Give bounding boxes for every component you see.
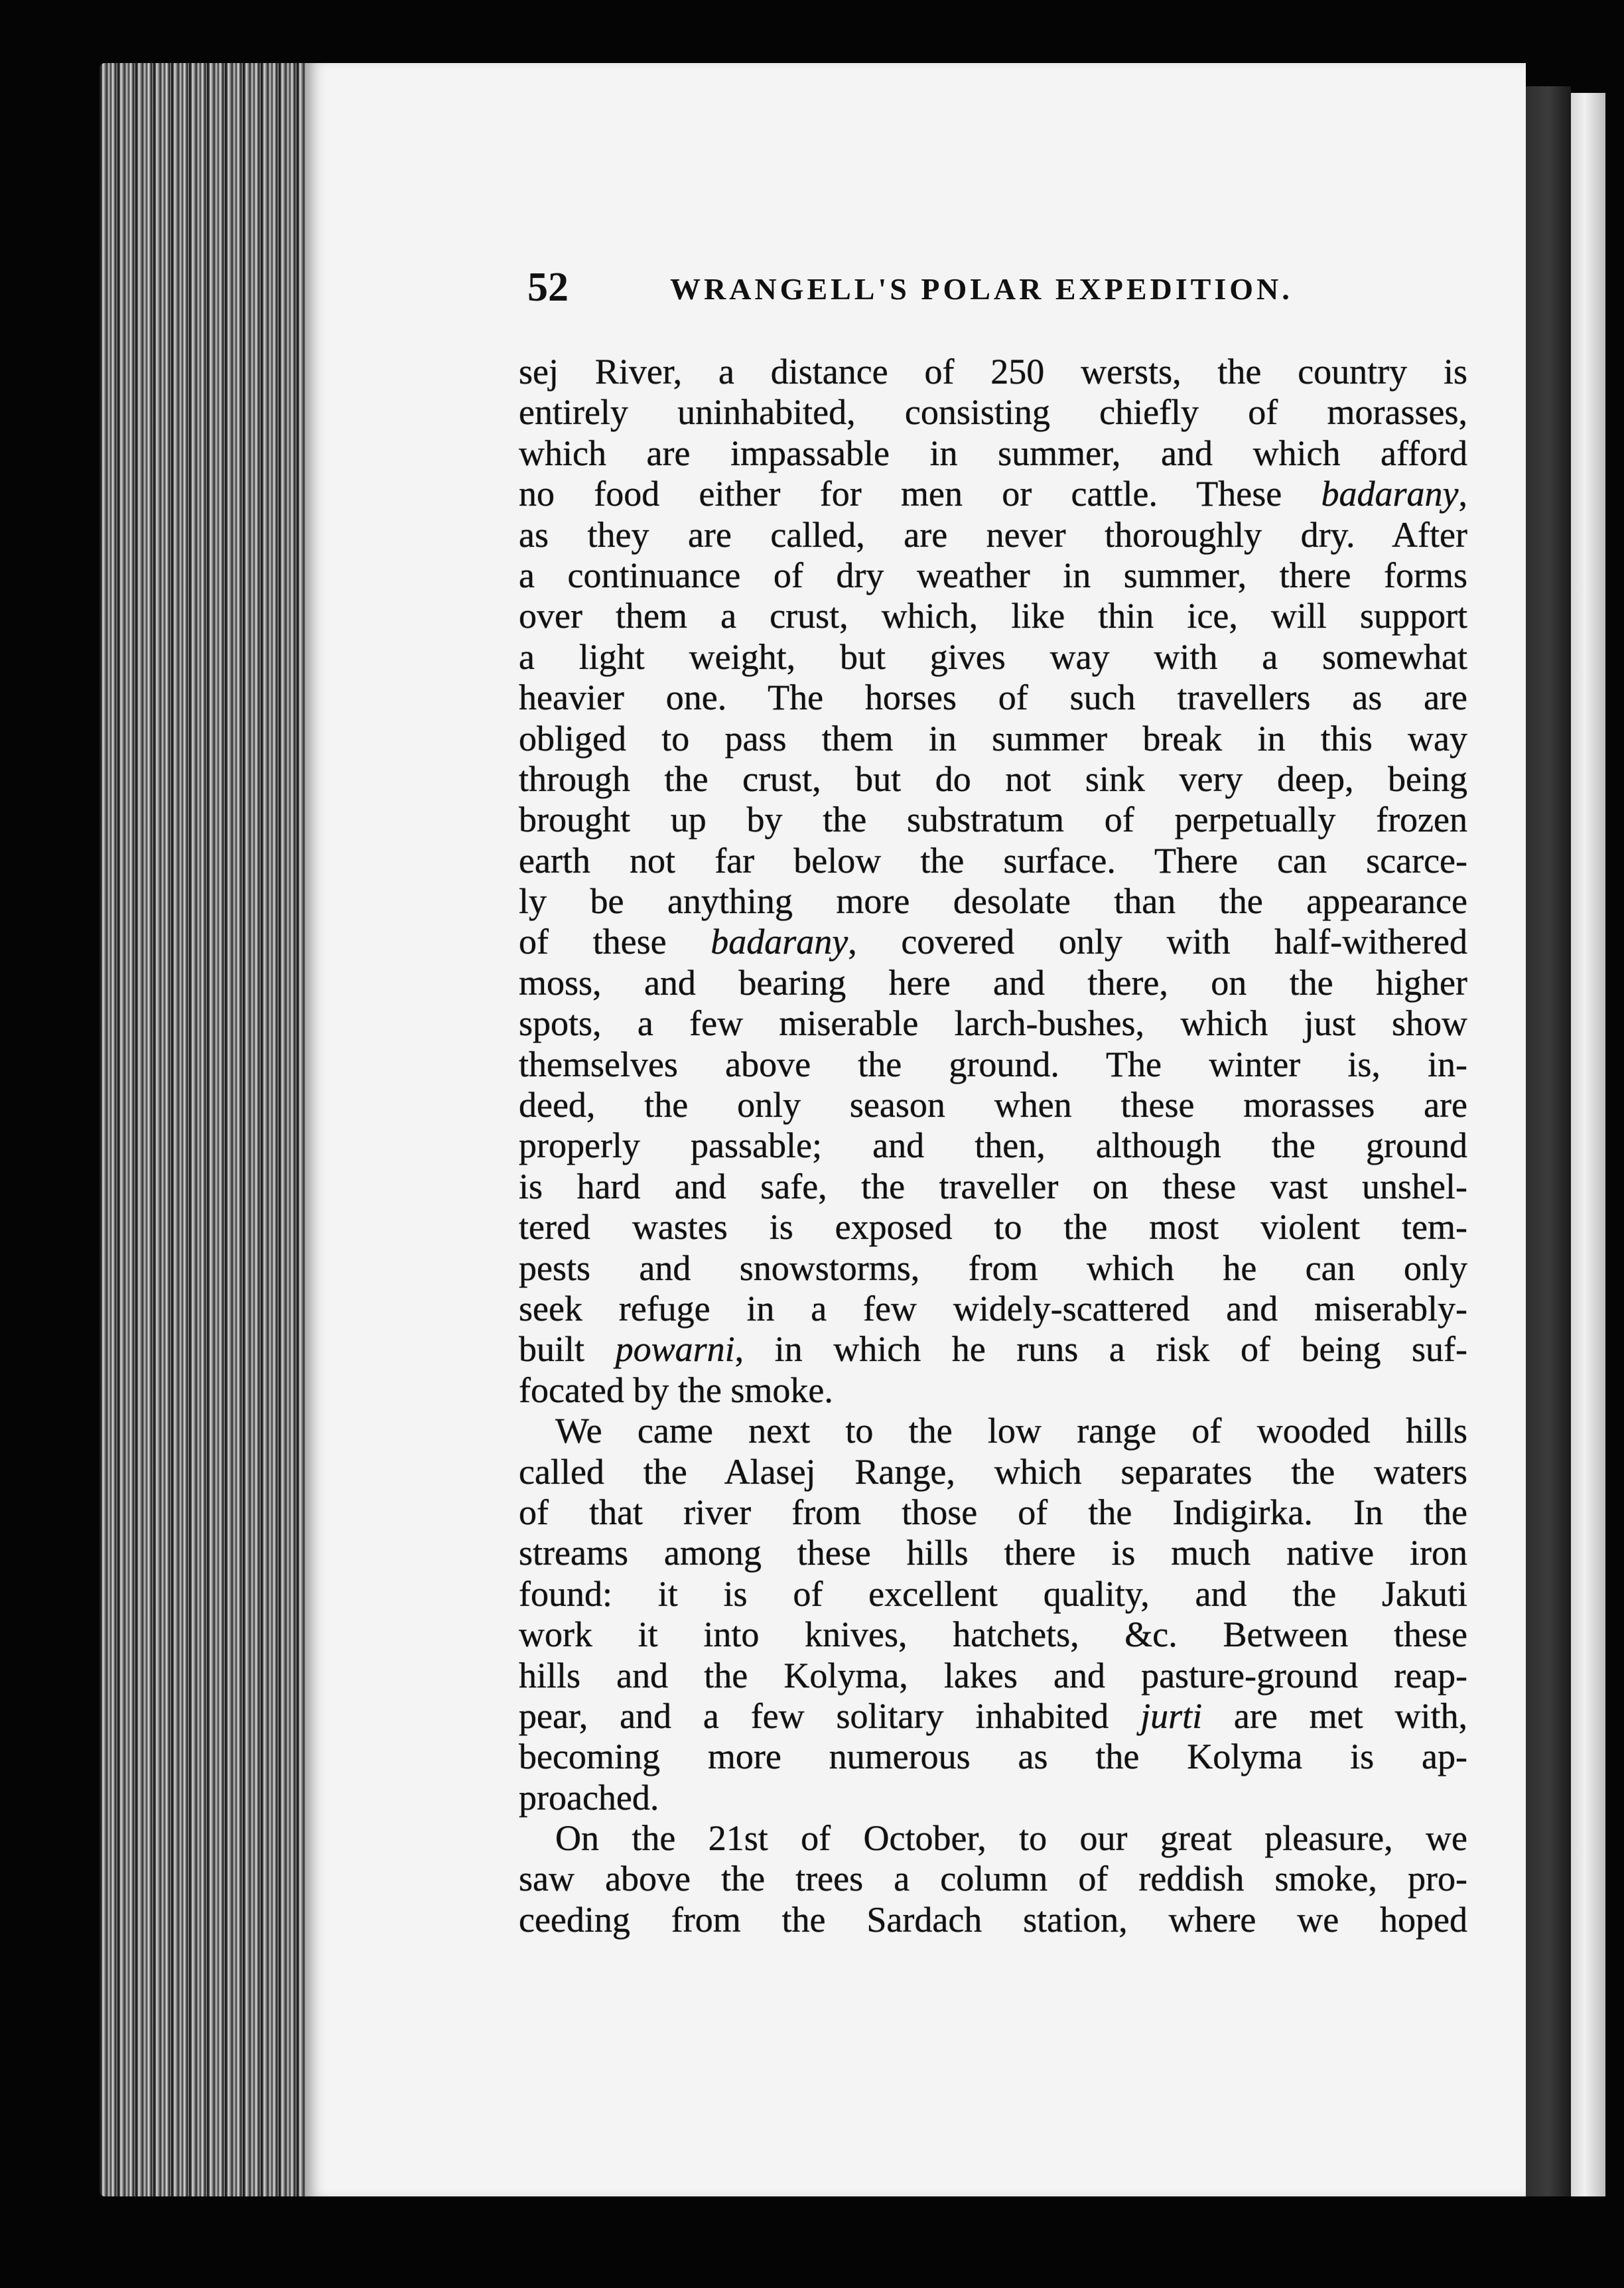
text-segment: no food either for men or cattle. These — [519, 474, 1321, 514]
text-segment: built — [519, 1329, 616, 1370]
text-line: streams among these hills there is much native iron — [519, 1533, 1467, 1573]
text-line: found: it is of excellent quality, and the Jakuti — [519, 1573, 1467, 1614]
italic-term: badarany — [710, 922, 848, 962]
text-segment: pear, and a few solitary inhabited — [519, 1695, 1141, 1736]
text-line: of that river from those of the Indigirka. In the — [519, 1492, 1467, 1532]
book-page-edges — [100, 63, 325, 2196]
text-line: brought up by the substratum of perpetually frozen — [519, 800, 1467, 840]
text-line: as they are called, are never thoroughly dry. After — [519, 514, 1467, 555]
text-line: saw above the trees a column of reddish smoke, pro- — [519, 1859, 1467, 1899]
text-line: called the Alasej Range, which separates the waters — [519, 1451, 1467, 1492]
text-line: obliged to pass them in summer break in this way — [519, 718, 1467, 758]
text-line — [519, 1696, 1467, 1737]
text-line: pests and snowstorms, from which he can only — [519, 1248, 1467, 1288]
text-line: entirely uninhabited, consisting chiefly of morasses, — [519, 392, 1467, 433]
text-line: moss, and bearing here and there, on the higher — [519, 962, 1467, 1003]
text-line: is hard and safe, the traveller on these vast unshel- — [519, 1166, 1467, 1206]
paragraph-start-line: We came next to the low range of wooded hills — [555, 1411, 1467, 1451]
running-head: WRANGELL'S POLAR EXPEDITION. — [670, 272, 1293, 306]
text-line: through the crust, but do not sink very deep, being — [519, 758, 1467, 799]
text-segment: , in which he runs a risk of being suf- — [734, 1329, 1467, 1370]
text-line: hills and the Kolyma, lakes and pasture-ground reap- — [519, 1655, 1467, 1695]
text-line: tered wastes is exposed to the most violent tem- — [519, 1207, 1467, 1248]
page-header — [527, 264, 1337, 311]
text-line: earth not far below the surface. There can scarce- — [519, 840, 1467, 881]
text-line: work it into knives, hatchets, &c. Between these — [519, 1614, 1467, 1655]
text-line: a continuance of dry weather in summer, there forms — [519, 555, 1467, 595]
text-line: themselves above the ground. The winter is, in- — [519, 1044, 1467, 1084]
text-line: becoming more numerous as the Kolyma is ap- — [519, 1737, 1467, 1777]
text-segment: , — [1458, 474, 1467, 514]
body-text — [519, 352, 1467, 1940]
text-line: deed, the only season when these morasses are — [519, 1085, 1467, 1125]
text-line: heavier one. The horses of such travellers as are — [519, 678, 1467, 718]
text-line: which are impassable in summer, and which afford — [519, 433, 1467, 473]
text-line — [519, 1329, 1467, 1370]
text-line: ceeding from the Sardach station, where we hoped — [519, 1899, 1467, 1940]
text-segment: are met with, — [1202, 1695, 1467, 1736]
text-line: spots, a few miserable larch-bushes, which just show — [519, 1003, 1467, 1044]
text-line: focated by the smoke. — [519, 1370, 833, 1410]
text-line: over them a crust, which, like thin ice, will support — [519, 596, 1467, 636]
text-segment: , covered only with half-withered — [848, 922, 1468, 962]
adjacent-page-sliver — [1571, 93, 1605, 2196]
page-number: 52 — [527, 265, 569, 310]
text-line: proached. — [519, 1777, 659, 1818]
text-segment: of these — [519, 922, 711, 962]
italic-term: jurti — [1140, 1695, 1203, 1736]
italic-term: powarni — [615, 1329, 735, 1370]
text-line — [519, 922, 1467, 962]
text-line: properly passable; and then, although the ground — [519, 1125, 1467, 1166]
text-line: sej River, a distance of 250 wersts, the country is — [519, 352, 1467, 392]
text-line: a light weight, but gives way with a somewhat — [519, 636, 1467, 677]
text-line: seek refuge in a few widely-scattered and miserably- — [519, 1288, 1467, 1328]
italic-term: badarany — [1321, 474, 1459, 514]
book-spine — [1526, 86, 1571, 2196]
paragraph-start-line: On the 21st of October, to our great pleasure, we — [555, 1818, 1467, 1859]
text-line — [519, 474, 1467, 514]
text-line: ly be anything more desolate than the appearance — [519, 881, 1467, 922]
